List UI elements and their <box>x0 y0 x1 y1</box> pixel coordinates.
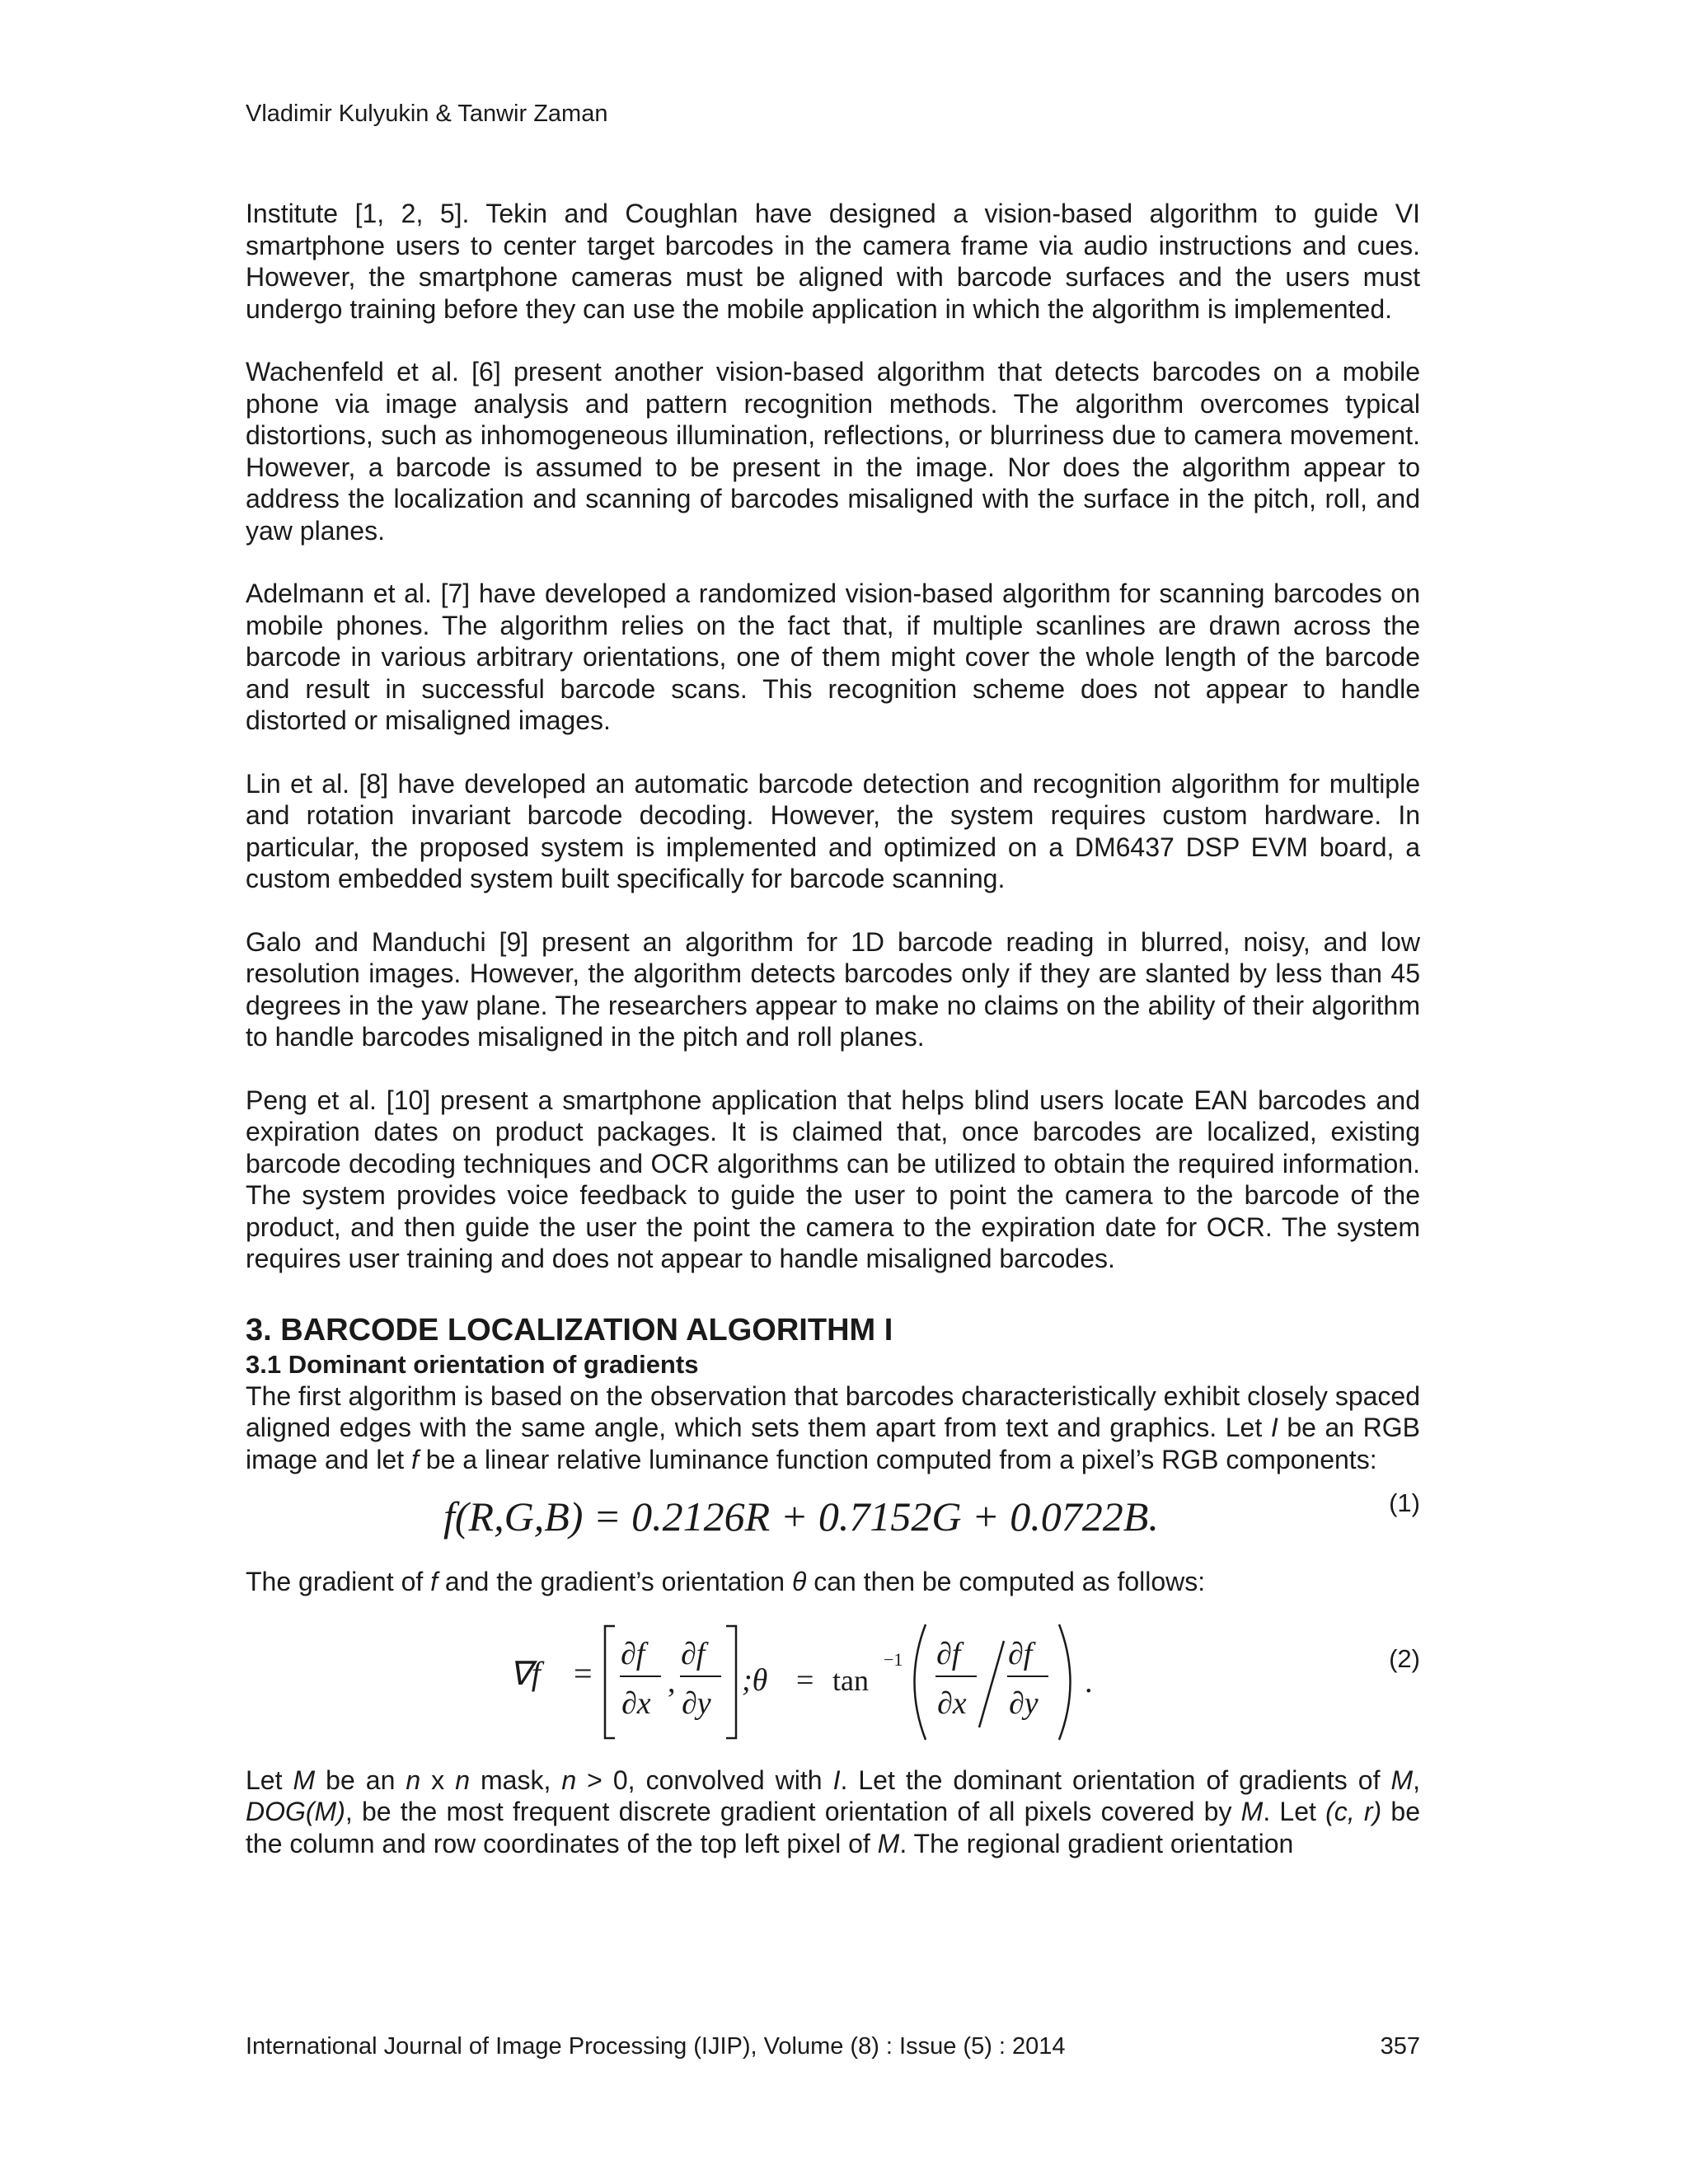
subsection-heading: 3.1 Dominant orientation of gradients <box>246 1349 699 1379</box>
page-body <box>246 198 1420 1859</box>
right-bracket <box>726 1626 736 1738</box>
partial-y-denominator-4: ∂y <box>1009 1685 1039 1721</box>
paragraph-lin: Lin et al. [8] have developed an automatic barcode detection and recognition algorithm for multiple and rotation invariant barcode decoding. However, the system requires custom hardware. In particular, the proposed system is implemented and optimized on a DM6437 DSP EVM board, a custom embedded system built specifically for barcode scanning. <box>246 768 1420 893</box>
equation-2-number: (2) <box>1389 1643 1420 1673</box>
division-slash <box>979 1641 1004 1727</box>
partial-x-denominator-1: ∂x <box>621 1685 651 1721</box>
paragraph-peng: Peng et al. [10] present a smartphone application that helps blind users locate EAN barcodes and expiration dates on product packages. It is claimed that, once barcodes are localized, existing barcode decoding techniques and OCR algorithms can be utilized to obtain the required information. The system provides voice feedback to guide the user to point the camera to the barcode of the product, and then guide the user the point the camera to the expiration date for OCR. The system requires user training and does not appear to handle misaligned barcodes. <box>246 1085 1420 1273</box>
tan-function: tan <box>832 1663 869 1697</box>
equation-1-expression: f(R,G,B) = 0.2126R + 0.7152G + 0.0722B. <box>443 1493 1159 1540</box>
left-paren <box>915 1624 926 1740</box>
paragraph-galo-manduchi: Galo and Manduchi [9] present an algorithm for 1D barcode reading in blurred, noisy, and low resolution images. However, the algorithm detects barcodes only if they are slanted by less than 45 degrees in the yaw plane. The researchers appear to make no claims on the ability of their algorithm to handle barcodes misaligned in the pitch and roll planes. <box>246 926 1420 1052</box>
section-heading: 3. BARCODE LOCALIZATION ALGORITHM I <box>246 1312 893 1347</box>
equation-2-equals: = <box>574 1654 593 1692</box>
right-paren <box>1059 1624 1071 1740</box>
section-intro-paragraph: The first algorithm is based on the observation that barcodes characteristically exhibit closely spaced aligned edges with the same angle, which sets them apart from text and graphics. Let I be an RGB image and let f be a linear relative luminance function computed from a pixel’s RGB components: <box>246 1380 1421 1474</box>
inverse-exponent: −1 <box>884 1648 903 1670</box>
closing-paragraph: Let M be an n x n mask, n > 0, convolved with I. Let the dominant orientation of gradients of M, DOG(M), be the most frequent discrete gradient orientation of all pixels covered by M. Let (c, r) be the column and row coordinates of the top left pixel of M. The regional gradient orientation <box>246 1765 1421 1858</box>
running-head: Vladimir Kulyukin & Tanwir Zaman <box>246 101 608 127</box>
partial-f-numerator-2: ∂f <box>681 1636 706 1671</box>
left-bracket <box>605 1626 615 1738</box>
page-footer <box>246 2032 1420 2061</box>
gradient-nabla-f: ∇f <box>509 1654 541 1692</box>
equation-1 <box>246 1475 1420 1566</box>
equation-2-period: . <box>1085 1664 1093 1699</box>
gradient-sentence: The gradient of f and the gradient’s orientation θ can then be computed as follows: <box>246 1567 1206 1596</box>
equation-2-graphic <box>509 1616 1152 1756</box>
partial-x-denominator-3: ∂x <box>937 1685 967 1721</box>
paragraph-tekin-coughlan: Institute [1, 2, 5]. Tekin and Coughlan have designed a vision-based algorithm to guide VI smartphone users to center target barcodes in the camera frame via audio instructions and cues. However, the smartphone cameras must be aligned with barcode surfaces and the users must undergo training before they can use the mobile application in which the algorithm is implemented. <box>246 199 1420 324</box>
partial-f-numerator-1: ∂f <box>621 1636 645 1671</box>
theta-equals: = <box>796 1662 814 1698</box>
partial-f-numerator-3: ∂f <box>936 1636 961 1671</box>
vector-comma: , <box>668 1664 676 1699</box>
equation-1-number: (1) <box>1389 1488 1420 1517</box>
partial-y-denominator-2: ∂y <box>682 1685 711 1721</box>
paragraph-wachenfeld: Wachenfeld et al. [6] present another vision-based algorithm that detects barcodes on a mobile phone via image analysis and pattern recognition methods. The algorithm overcomes typical distortions, such as inhomogeneous illumination, reflections, or blurriness due to camera movement. However, a barcode is assumed to be present in the image. Nor does the algorithm appear to address the localization and scanning of barcodes misaligned with the surface in the pitch, roll, and yaw planes. <box>246 357 1420 546</box>
semicolon-theta: ;θ <box>742 1662 768 1698</box>
journal-citation: International Journal of Image Processing (IJIP), Volume (8) : Issue (5) : 2014 <box>246 2033 1066 2060</box>
equation-2 <box>246 1616 1420 1765</box>
paragraph-adelmann: Adelmann et al. [7] have developed a randomized vision-based algorithm for scanning barcodes on mobile phones. The algorithm relies on the fact that, if multiple scanlines are drawn across the barcode in various arbitrary orientations, one of them might cover the whole length of the barcode and result in successful barcode scans. This recognition scheme does not appear to handle distorted or misaligned images. <box>246 579 1420 735</box>
partial-f-numerator-4: ∂f <box>1008 1636 1033 1671</box>
page-number: 357 <box>1380 2033 1420 2060</box>
